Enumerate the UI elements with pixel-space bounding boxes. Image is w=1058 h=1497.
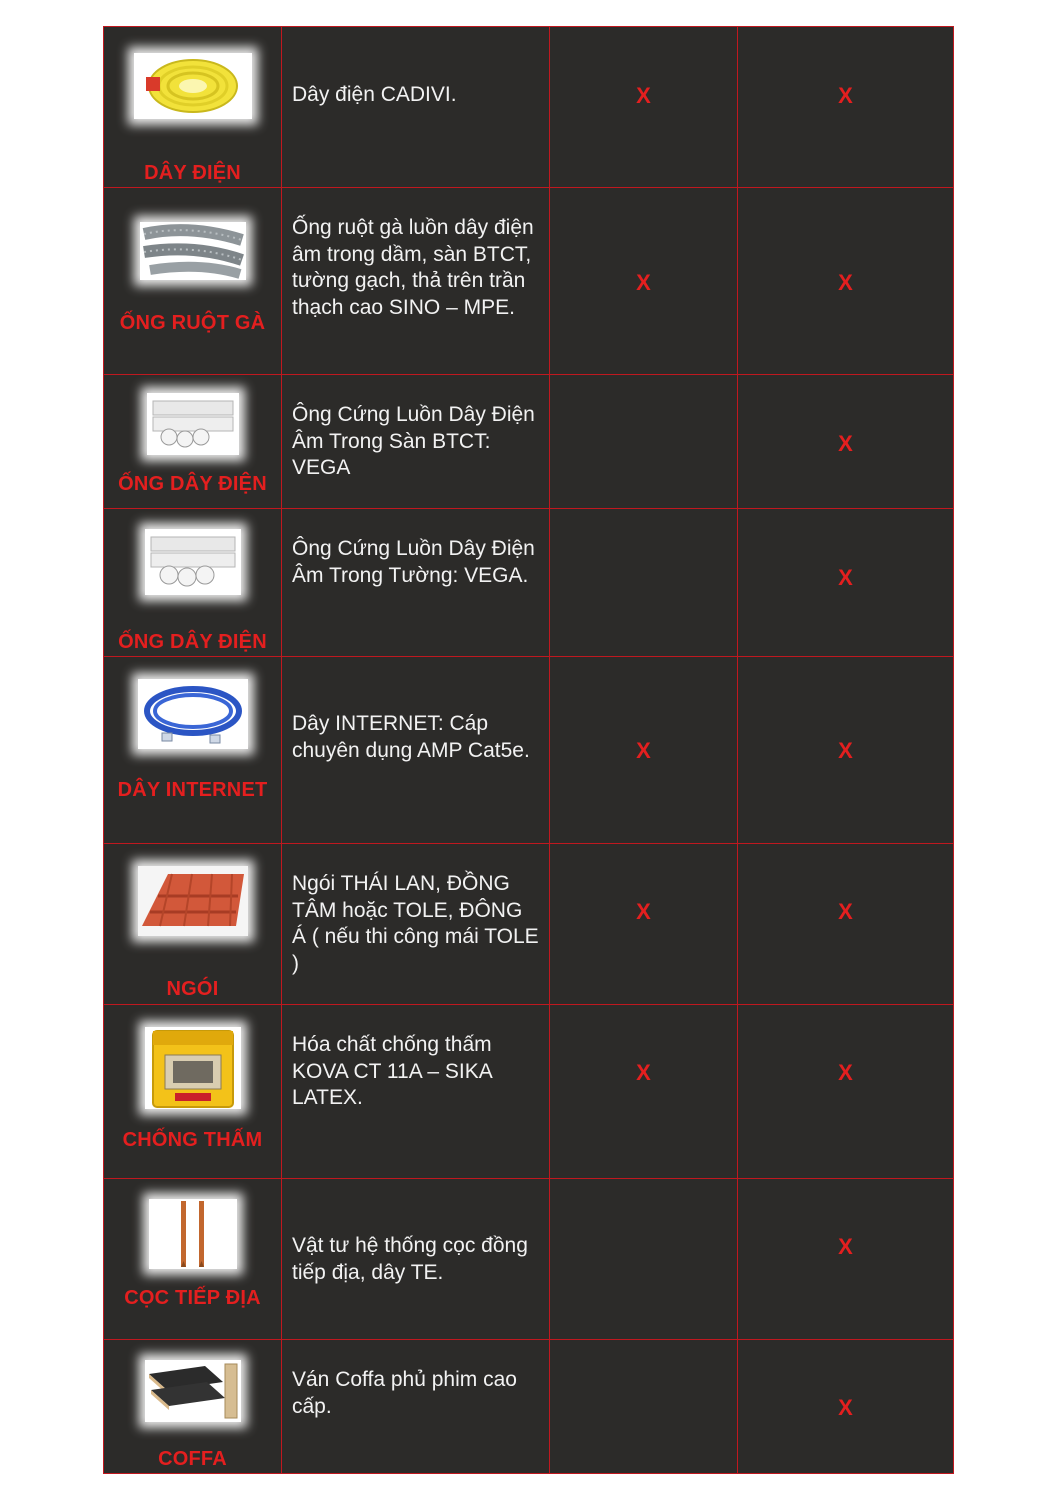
category-label: COFFA bbox=[158, 1448, 227, 1470]
mark-cell bbox=[738, 657, 954, 844]
mark-x: X bbox=[838, 270, 853, 295]
category-cell bbox=[104, 1340, 282, 1474]
table-row bbox=[104, 657, 954, 844]
description-cell bbox=[282, 1005, 550, 1179]
mark-cell bbox=[738, 844, 954, 1005]
mark-x: X bbox=[636, 738, 651, 763]
description-cell bbox=[282, 188, 550, 375]
description-text: Dây INTERNET: Cáp chuyên dụng AMP Cat5e. bbox=[292, 712, 530, 762]
description-text: Hóa chất chống thấm KOVA CT 11A – SIKA LATEX. bbox=[292, 1033, 492, 1109]
mark-x: X bbox=[636, 1060, 651, 1085]
network-cable-icon bbox=[138, 679, 248, 749]
mark-cell bbox=[738, 1179, 954, 1340]
description-cell bbox=[282, 657, 550, 844]
description-cell bbox=[282, 509, 550, 657]
corrugated-conduit-icon bbox=[140, 222, 246, 280]
category-label: DÂY ĐIỆN bbox=[144, 162, 241, 184]
description-cell bbox=[282, 844, 550, 1005]
mark-x: X bbox=[636, 270, 651, 295]
mark-cell bbox=[550, 1179, 738, 1340]
rigid-pvc-pipes-icon bbox=[145, 529, 241, 595]
mark-x: X bbox=[838, 1395, 853, 1420]
category-label: ỐNG DÂY ĐIỆN bbox=[118, 631, 267, 653]
description-text: Ván Coffa phủ phim cao cấp. bbox=[292, 1368, 517, 1418]
mark-cell bbox=[550, 1340, 738, 1474]
category-cell bbox=[104, 509, 282, 657]
category-cell bbox=[104, 844, 282, 1005]
mark-x: X bbox=[838, 431, 853, 456]
mark-cell bbox=[550, 509, 738, 657]
description-text: Ống ruột gà luồn dây điện âm trong dầm, sàn BTCT, tường gạch, thả trên trần thạch cao SINO – MPE. bbox=[292, 216, 534, 319]
waterproofing-bucket-icon bbox=[145, 1027, 241, 1109]
table-row bbox=[104, 1179, 954, 1340]
description-cell bbox=[282, 1340, 550, 1474]
category-label: ỐNG RUỘT GÀ bbox=[119, 312, 266, 334]
description-cell bbox=[282, 375, 550, 509]
description-text: Ngói THÁI LAN, ĐỒNG TÂM hoặc TOLE, ĐÔNG Á ( nếu thi công mái TOLE ) bbox=[292, 872, 539, 975]
table-row bbox=[104, 1340, 954, 1474]
category-cell bbox=[104, 1179, 282, 1340]
category-label: CỌC TIẾP ĐỊA bbox=[124, 1287, 261, 1309]
category-cell bbox=[104, 188, 282, 375]
electric-wire-coil-icon bbox=[134, 53, 252, 119]
mark-x: X bbox=[838, 899, 853, 924]
category-cell bbox=[104, 375, 282, 509]
category-label: ỐNG DÂY ĐIỆN bbox=[118, 473, 267, 495]
mark-cell bbox=[550, 1005, 738, 1179]
mark-cell bbox=[550, 375, 738, 509]
description-text: Ông Cứng Luồn Dây Điện Âm Trong Tường: VEGA. bbox=[292, 537, 535, 587]
category-cell bbox=[104, 27, 282, 188]
table-row bbox=[104, 375, 954, 509]
grounding-rods-icon bbox=[149, 1199, 237, 1269]
mark-cell bbox=[738, 188, 954, 375]
mark-cell bbox=[738, 1005, 954, 1179]
mark-cell bbox=[738, 509, 954, 657]
table-row bbox=[104, 188, 954, 375]
description-cell bbox=[282, 27, 550, 188]
description-text: Ông Cứng Luồn Dây Điện Âm Trong Sàn BTCT: VEGA bbox=[292, 403, 535, 479]
mark-x: X bbox=[838, 1060, 853, 1085]
table-row bbox=[104, 1005, 954, 1179]
table-row bbox=[104, 27, 954, 188]
category-label: NGÓI bbox=[166, 978, 219, 1000]
mark-x: X bbox=[838, 1234, 853, 1259]
category-label: DÂY INTERNET bbox=[117, 779, 268, 801]
mark-cell bbox=[738, 1340, 954, 1474]
mark-x: X bbox=[838, 738, 853, 763]
mark-cell bbox=[550, 188, 738, 375]
roof-tiles-icon bbox=[138, 866, 248, 936]
category-label: CHỐNG THẤM bbox=[122, 1129, 263, 1151]
category-cell bbox=[104, 1005, 282, 1179]
mark-cell bbox=[738, 27, 954, 188]
description-cell bbox=[282, 1179, 550, 1340]
rigid-pvc-pipes-icon bbox=[147, 393, 239, 455]
table-row bbox=[104, 509, 954, 657]
mark-x: X bbox=[838, 83, 853, 108]
description-text: Vật tư hệ thống cọc đồng tiếp địa, dây TE. bbox=[292, 1234, 528, 1284]
materials-table bbox=[103, 26, 954, 1474]
mark-cell bbox=[550, 844, 738, 1005]
mark-x: X bbox=[636, 83, 651, 108]
mark-cell bbox=[550, 27, 738, 188]
description-text: Dây điện CADIVI. bbox=[292, 83, 457, 106]
mark-cell bbox=[738, 375, 954, 509]
mark-x: X bbox=[636, 899, 651, 924]
mark-x: X bbox=[838, 565, 853, 590]
plywood-formwork-icon bbox=[145, 1360, 241, 1422]
mark-cell bbox=[550, 657, 738, 844]
category-cell bbox=[104, 657, 282, 844]
table-row bbox=[104, 844, 954, 1005]
